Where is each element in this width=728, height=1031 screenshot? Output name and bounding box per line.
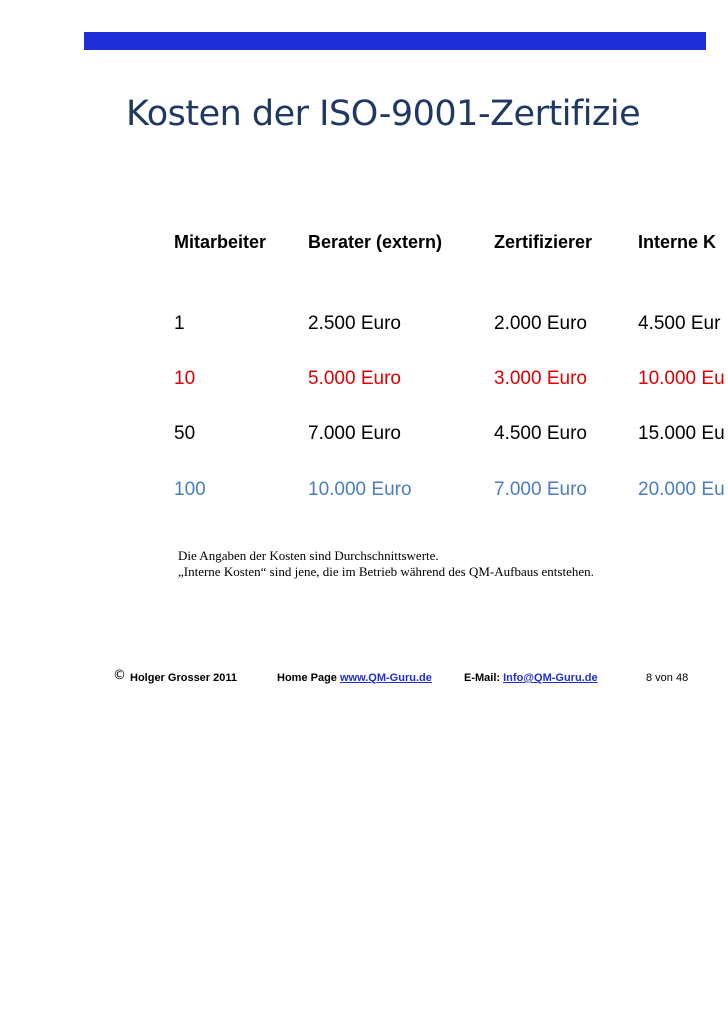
footer-homepage-label: Home Page [277, 672, 340, 684]
table-cell-mitarbeiter: 50 [174, 423, 196, 444]
footer-email-label: E-Mail: [464, 672, 504, 684]
footnote-average-values: Die Angaben der Kosten sind Durchschnittswerte. [178, 548, 439, 563]
table-cell-zertifizierer: 4.500 Euro [494, 423, 587, 444]
copyright-icon: © [113, 668, 126, 683]
table-cell-mitarbeiter: 1 [174, 313, 185, 334]
table-cell-mitarbeiter: 100 [174, 479, 206, 500]
footnote-internal-costs: „Interne Kosten“ sind jene, die im Betrieb während des QM-Aufbaus entstehen. [178, 564, 594, 579]
column-header-berater: Berater (extern) [308, 232, 443, 252]
column-header-zertifizierer: Zertifizierer [494, 232, 593, 252]
column-header-mitarbeiter: Mitarbeiter [174, 232, 267, 252]
slide-title: Kosten der ISO-9001-Zertifizie [126, 94, 641, 134]
table-cell-zertifizierer: 3.000 Euro [494, 368, 587, 389]
table-cell-interne-kosten: 10.000 Eu [638, 368, 725, 389]
footer-homepage [277, 670, 432, 686]
homepage-link[interactable]: www.QM-Guru.de [339, 672, 432, 684]
table-cell-zertifizierer: 2.000 Euro [494, 313, 587, 334]
table-cell-interne-kosten: 20.000 Eu [638, 479, 725, 500]
table-cell-berater: 7.000 Euro [308, 423, 401, 444]
table-cell-berater: 10.000 Euro [308, 479, 412, 500]
footer-author: Holger Grosser 2011 [130, 672, 238, 684]
column-header-interne-kosten: Interne K [638, 232, 717, 252]
footer-email [464, 670, 598, 686]
table-cell-zertifizierer: 7.000 Euro [494, 479, 587, 500]
table-cell-berater: 5.000 Euro [308, 368, 401, 389]
table-cell-berater: 2.500 Euro [308, 313, 401, 334]
top-accent-bar [84, 32, 706, 50]
page-indicator: 8 von 48 [646, 672, 689, 684]
email-link[interactable]: Info@QM-Guru.de [503, 672, 598, 684]
table-cell-interne-kosten: 15.000 Eu [638, 423, 725, 444]
table-cell-mitarbeiter: 10 [174, 368, 196, 389]
table-cell-interne-kosten: 4.500 Eur [638, 313, 721, 334]
